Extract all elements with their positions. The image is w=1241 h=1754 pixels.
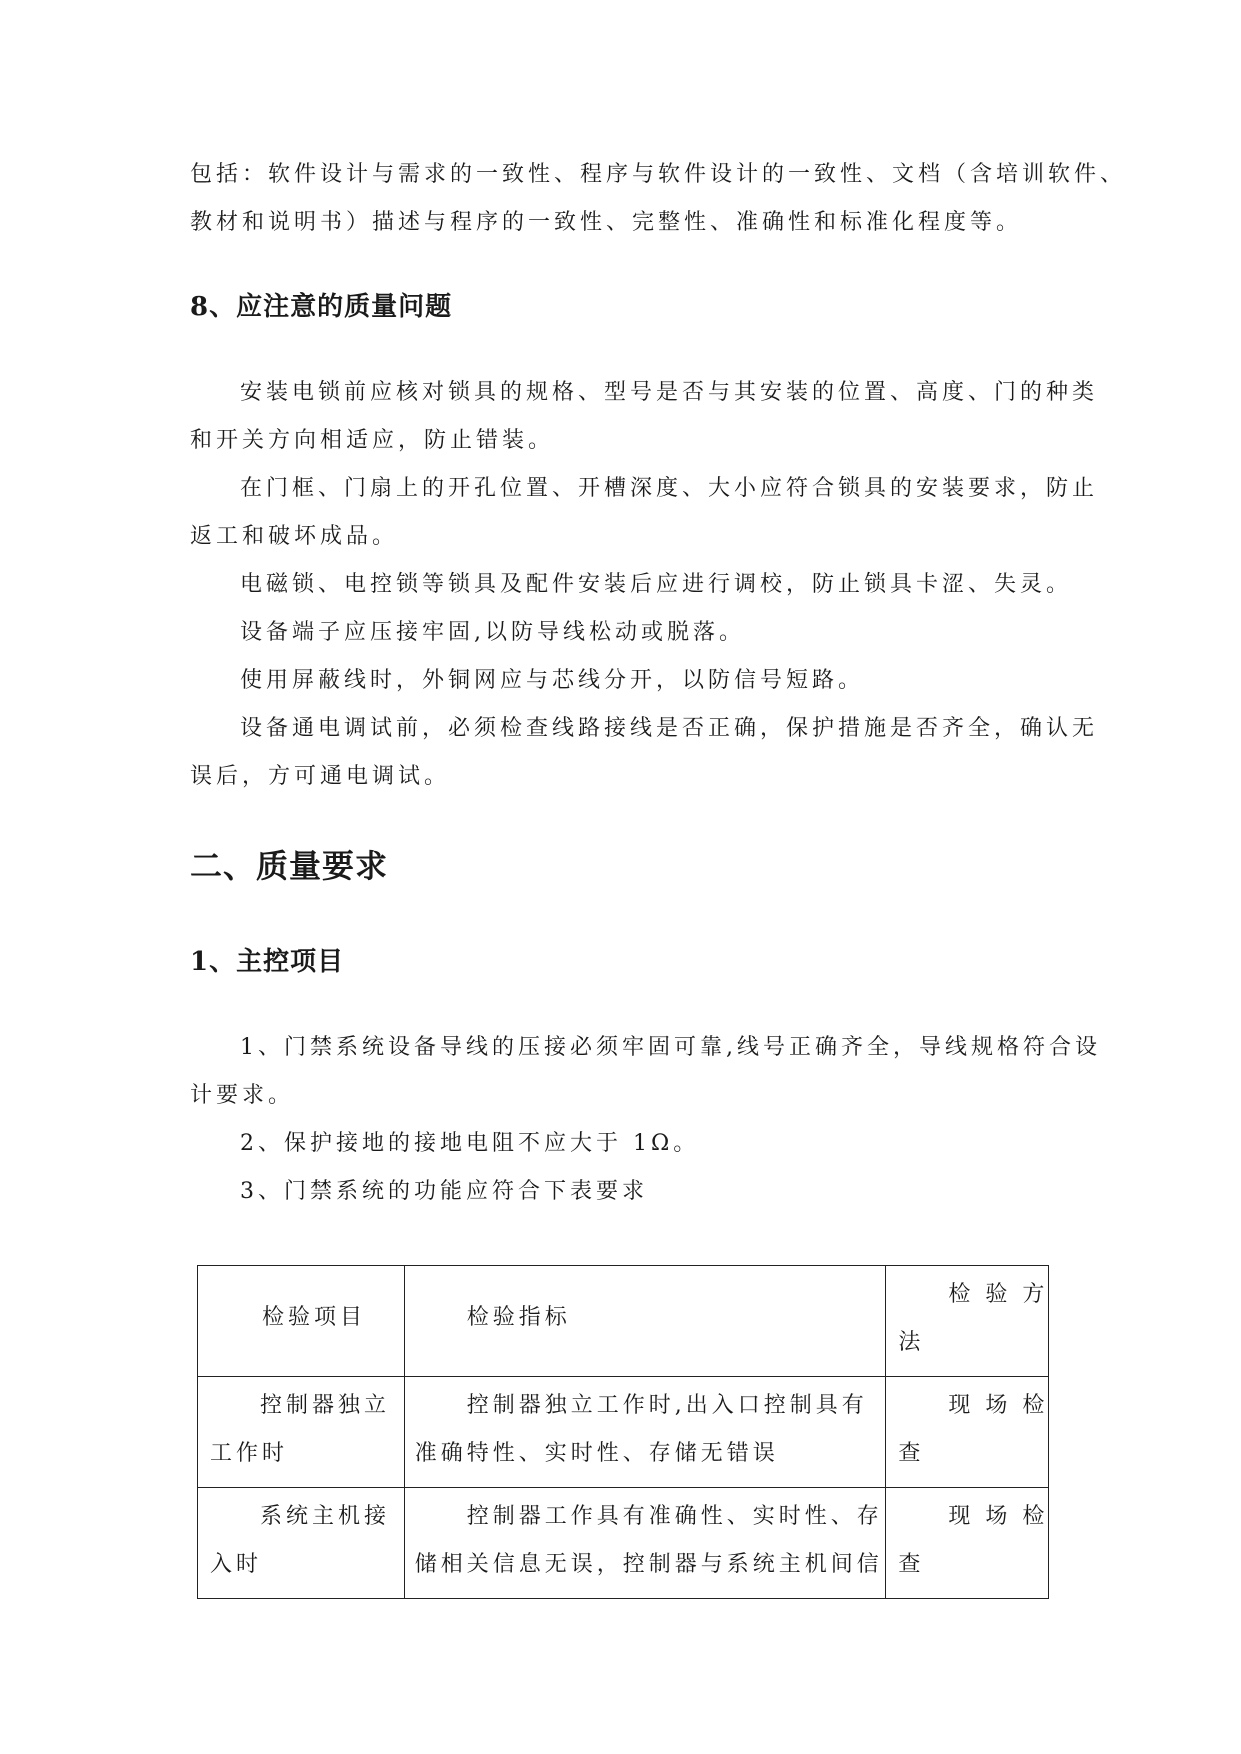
header-cell-item <box>198 1266 405 1377</box>
row-2-item-line-2: 入时 <box>210 1552 263 1577</box>
header-index-label: 检验指标 <box>466 1305 571 1330</box>
row-1-method-line-2: 查 <box>898 1441 925 1466</box>
paragraph-2-line-1: 在门框、门扇上的开孔位置、开槽深度、大小应符合锁具的安装要求，防止 <box>240 476 1099 501</box>
row-1-item-line-2: 工作时 <box>210 1441 289 1466</box>
row-2-item-cell <box>198 1488 405 1599</box>
header-method-label-line-1: 检 验 方 <box>948 1282 1049 1307</box>
header-cell-method <box>886 1266 1049 1377</box>
row-1-method-line-1: 现 场 检 <box>948 1393 1049 1418</box>
section-2-heading: 二、质量要求 <box>190 847 389 885</box>
row-1-index-line-2: 准确特性、实时性、存储无错误 <box>414 1441 779 1466</box>
item-2: 2、保护接地的接地电阻不应大于 1Ω。 <box>240 1131 700 1156</box>
paragraph-4: 设备端子应压接牢固,以防导线松动或脱落。 <box>240 620 745 645</box>
function-requirements-table <box>197 1265 1049 1599</box>
item-3: 3、门禁系统的功能应符合下表要求 <box>240 1179 648 1204</box>
row-2-index-line-2: 储相关信息无误，控制器与系统主机间信 <box>414 1552 883 1577</box>
table-row <box>198 1377 1049 1488</box>
intro-line-2: 教材和说明书）描述与程序的一致性、完整性、准确性和标准化程度等。 <box>190 210 1023 235</box>
header-method-label-line-2: 法 <box>898 1330 925 1355</box>
row-2-method-cell <box>886 1488 1049 1599</box>
section-8-heading: 8、应注意的质量问题 <box>190 292 453 322</box>
header-item-label: 检验项目 <box>262 1305 367 1330</box>
item-1-line-2: 计要求。 <box>190 1083 295 1108</box>
paragraph-6-line-1: 设备通电调试前，必须检查线路接线是否正确，保护措施是否齐全，确认无 <box>240 716 1099 741</box>
subsection-1-heading: 1、主控项目 <box>190 947 345 977</box>
paragraph-5: 使用屏蔽线时，外铜网应与芯线分开，以防信号短路。 <box>240 668 865 693</box>
paragraph-2-line-2: 返工和破坏成品。 <box>190 524 399 549</box>
row-1-item-cell <box>198 1377 405 1488</box>
paragraph-1-line-1: 安装电锁前应核对锁具的规格、型号是否与其安装的位置、高度、门的种类 <box>240 380 1099 405</box>
row-2-method-line-2: 查 <box>898 1552 925 1577</box>
row-2-index-cell <box>404 1488 886 1599</box>
row-2-method-line-1: 现 场 检 <box>948 1504 1049 1529</box>
row-1-item-line-1: 控制器独立 <box>260 1393 391 1418</box>
table-row <box>198 1488 1049 1599</box>
paragraph-3: 电磁锁、电控锁等锁具及配件安装后应进行调校，防止锁具卡涩、失灵。 <box>240 572 1073 597</box>
row-1-index-line-1: 控制器独立工作时,出入口控制具有 <box>466 1393 868 1418</box>
header-cell-index <box>404 1266 886 1377</box>
row-1-method-cell <box>886 1377 1049 1488</box>
row-2-item-line-1: 系统主机接 <box>260 1504 391 1529</box>
item-1-line-1: 1、门禁系统设备导线的压接必须牢固可靠,线号正确齐全，导线规格符合设 <box>240 1035 1101 1060</box>
table-header-row <box>198 1266 1049 1377</box>
paragraph-1-line-2: 和开关方向相适应，防止错装。 <box>190 428 555 453</box>
paragraph-6-line-2: 误后，方可通电调试。 <box>190 764 451 789</box>
intro-line-1: 包括：软件设计与需求的一致性、程序与软件设计的一致性、文档（含培训软件、 <box>190 162 1127 187</box>
row-1-index-cell <box>404 1377 886 1488</box>
row-2-index-line-1: 控制器工作具有准确性、实时性、存 <box>466 1504 883 1529</box>
